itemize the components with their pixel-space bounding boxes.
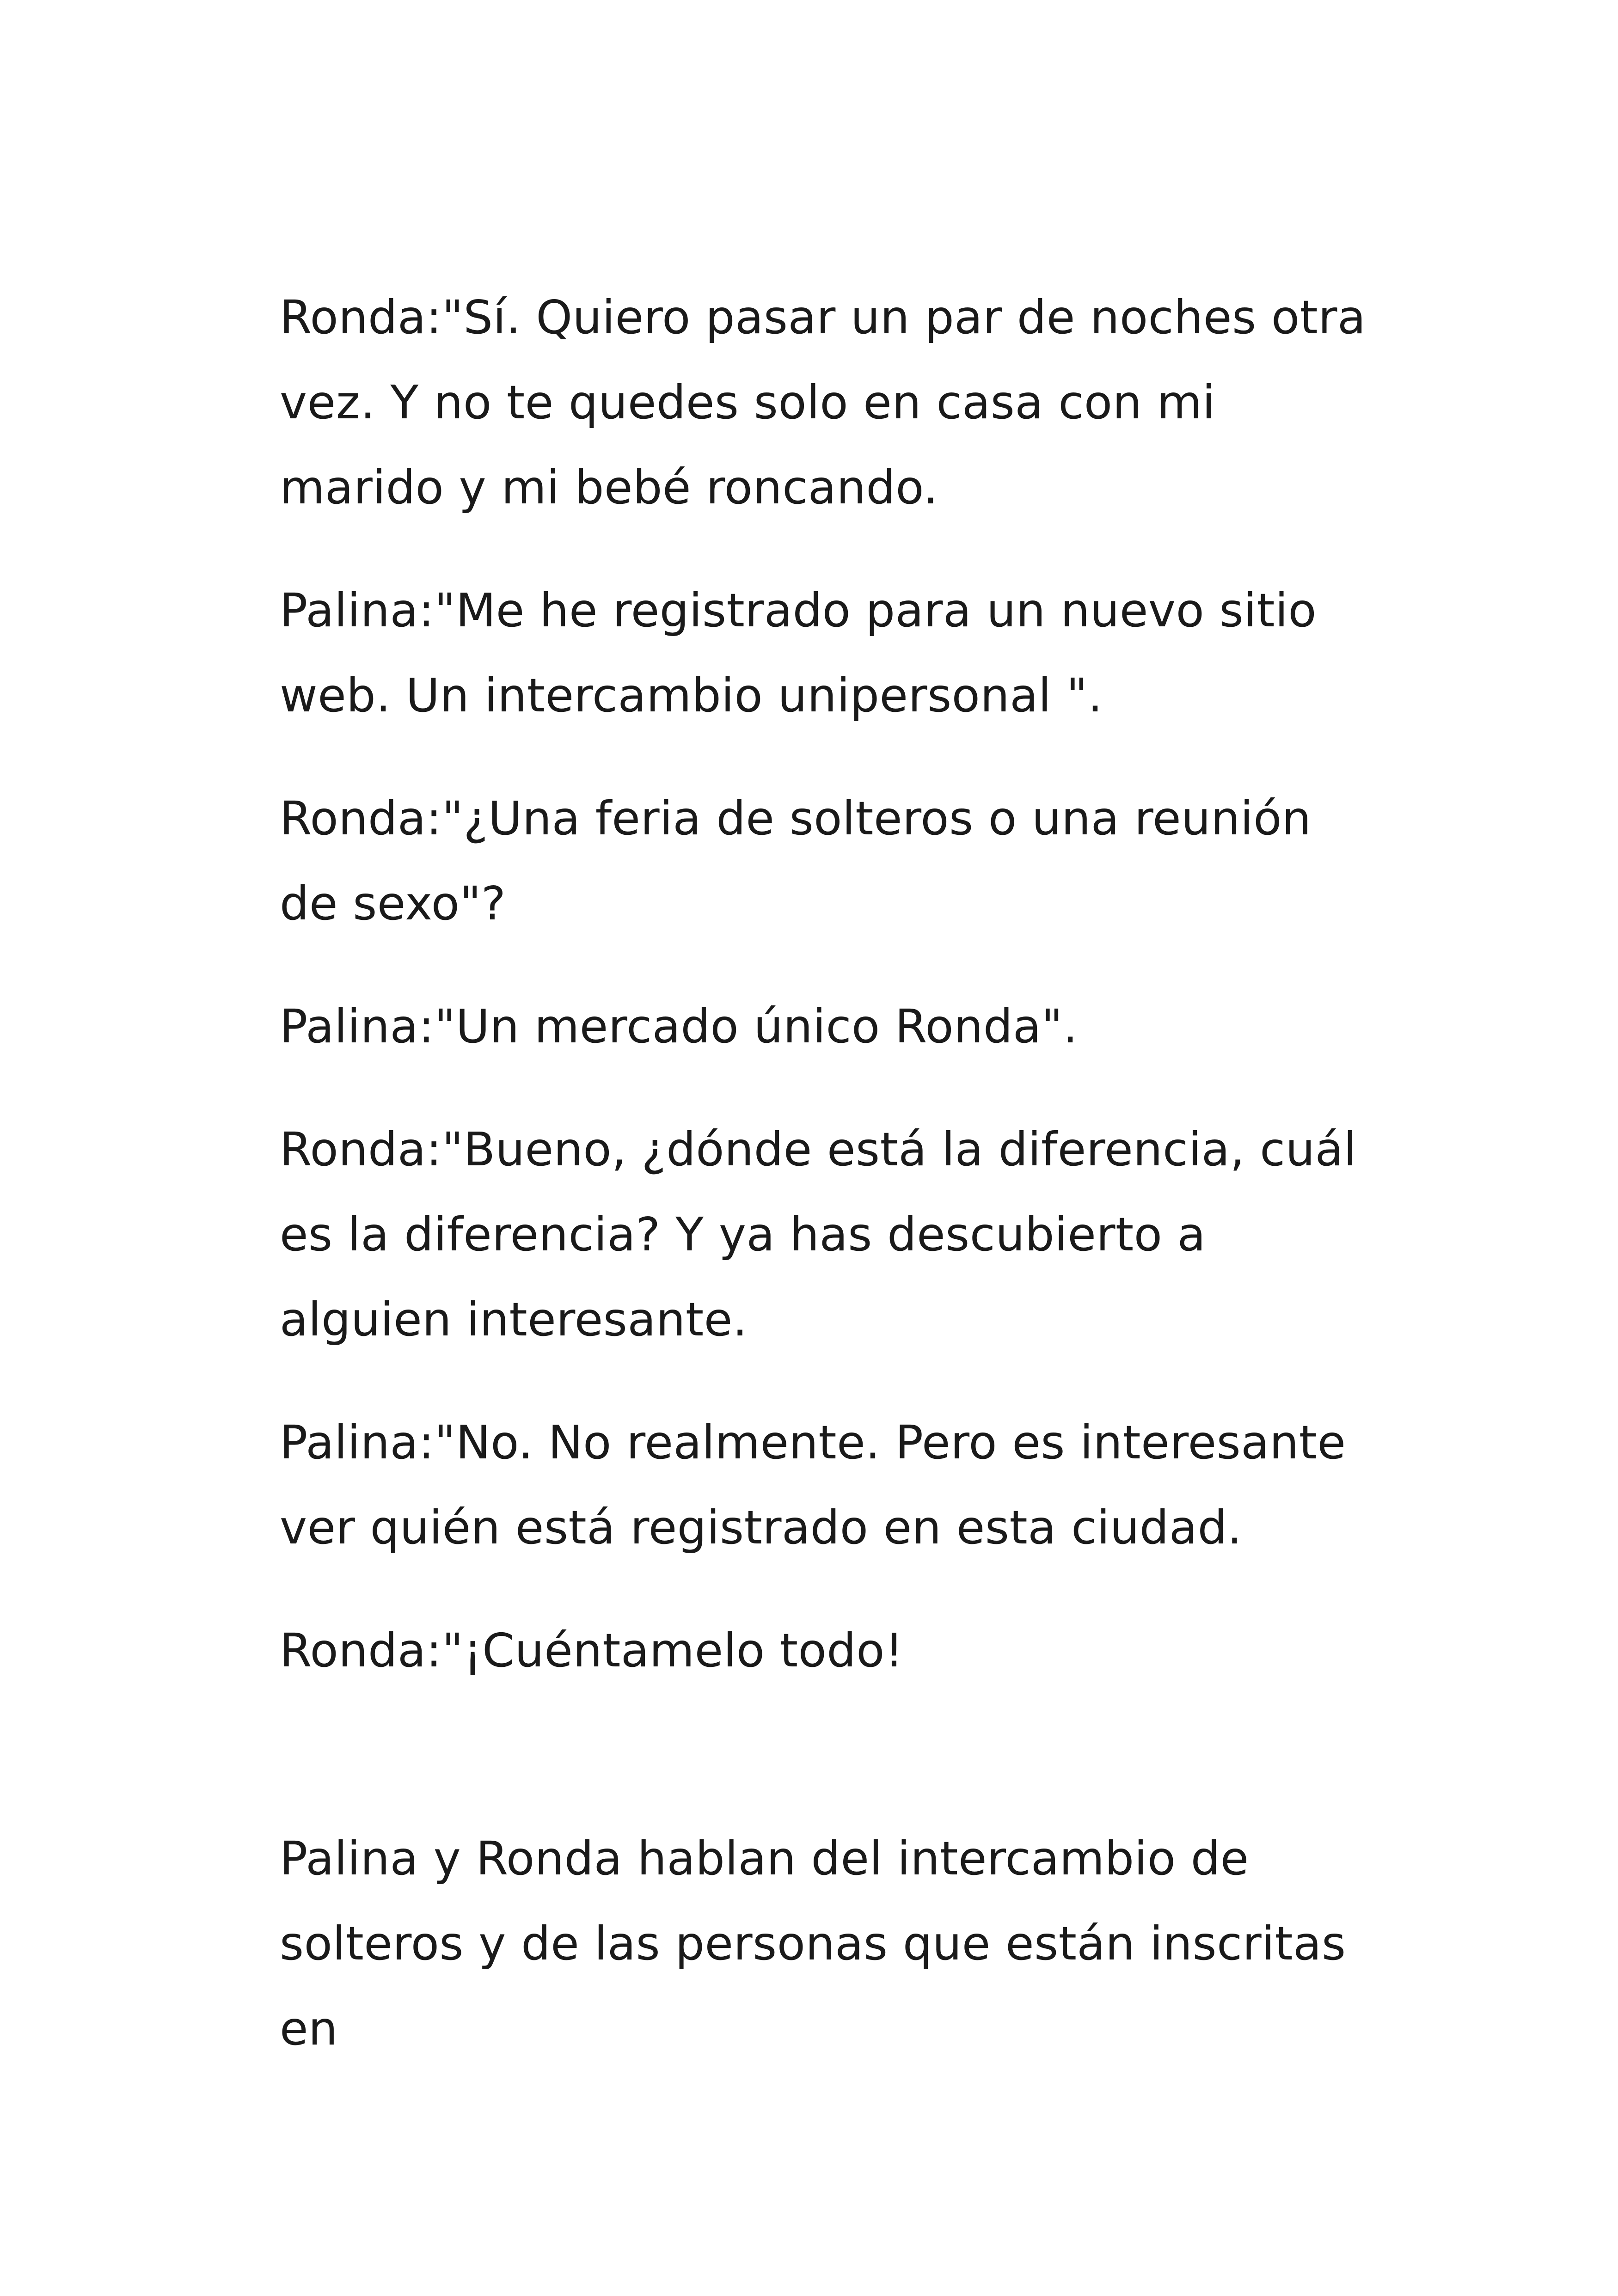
document-body [280, 275, 1371, 2109]
dialogue-paragraph: Palina:"Un mercado único Ronda". [280, 999, 1078, 1053]
dialogue-paragraph: Palina:"Me he registrado para un nuevo sitio web. Un intercambio unipersonal ". [280, 583, 1317, 722]
dialogue-paragraph: Palina:"No. No realmente. Pero es interesante ver quién está registrado en esta ciudad. [280, 1415, 1346, 1555]
dialogue-paragraph: Ronda:"¡Cuéntamelo todo! [280, 1623, 904, 1678]
dialogue-paragraph: Ronda:"Bueno, ¿dónde está la diferencia, cuál es la diferencia? Y ya has descubierto a alguien interesante. [280, 1122, 1357, 1347]
narrative-paragraph: Palina y Ronda hablan del intercambio de solteros y de las personas que están inscritas en [280, 1831, 1346, 2056]
dialogue-paragraph: Ronda:"¿Una feria de solteros o una reunión de sexo"? [280, 791, 1312, 931]
dialogue-paragraph: Ronda:"Sí. Quiero pasar un par de noches otra vez. Y no te quedes solo en casa con mi marido y mi bebé roncando. [280, 290, 1366, 514]
